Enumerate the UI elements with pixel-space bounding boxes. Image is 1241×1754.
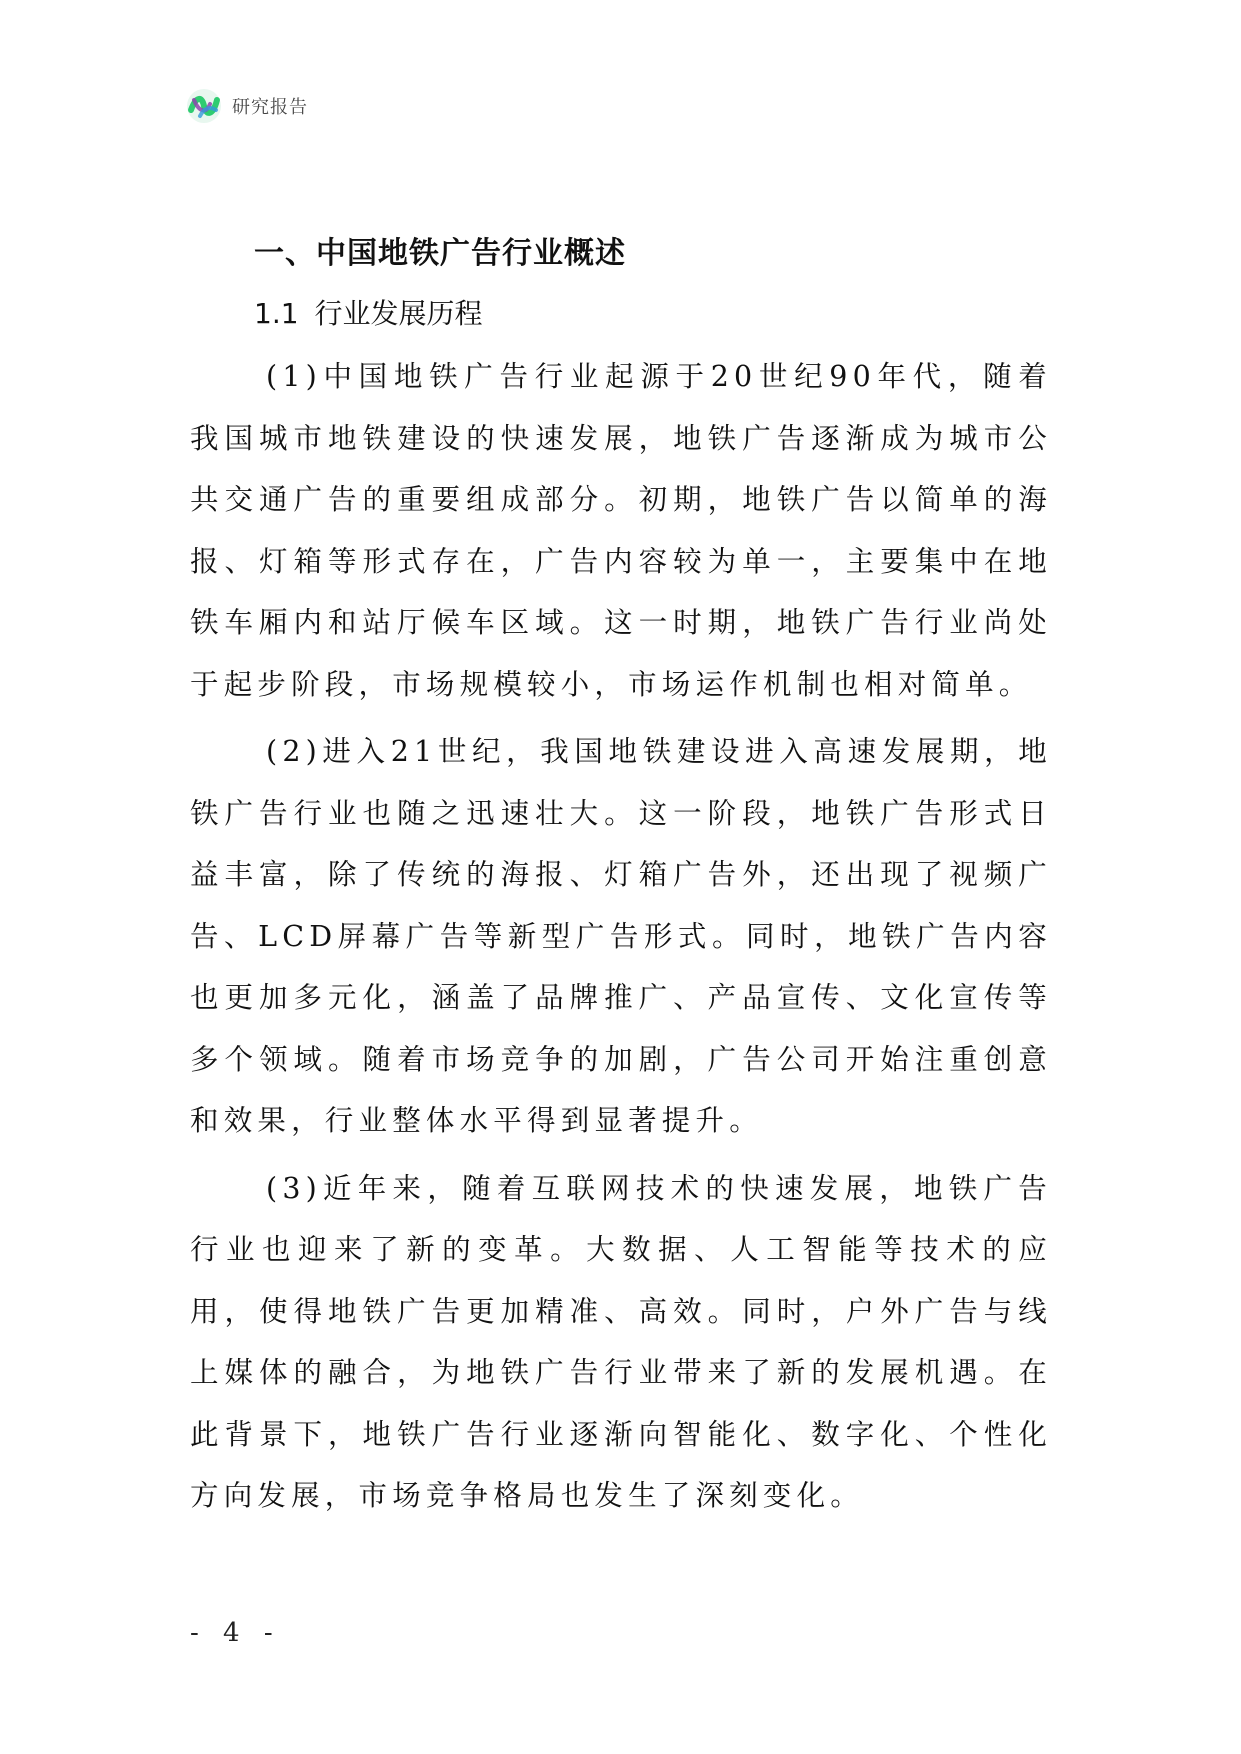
paragraph-2: (2)进入21世纪，我国地铁建设进入高速发展期，地铁广告行业也随之迅速壮大。这一阶段，地铁广告形式日益丰富，除了传统的海报、灯箱广告外，还出现了视频广告、LCD屏幕广告等新型广告形式。同时，地铁广告内容也更加多元化，涵盖了品牌推广、产品宣传、文化宣传等多个领域。随着市场竞争的加剧，广告公司开始注重创意和效果，行业整体水平得到显著提升。 xyxy=(190,735,1052,1137)
subsection-heading xyxy=(254,288,1052,340)
document-body xyxy=(190,226,1052,1527)
paragraph-3: (3)近年来，随着互联网技术的快速发展，地铁广告行业也迎来了新的变革。大数据、人工智能等技术的应用，使得地铁广告更加精准、高效。同时，户外广告与线上媒体的融合，为地铁广告行业带来了新的发展机遇。在此背景下，地铁广告行业逐渐向智能化、数字化、个性化方向发展，市场竞争格局也发生了深刻变化。 xyxy=(190,1171,1052,1512)
subsection-title: 行业发展历程 xyxy=(314,297,483,330)
subsection-number: 1.1 xyxy=(254,297,299,330)
paragraph-1: (1)中国地铁广告行业起源于20世纪90年代，随着我国城市地铁建设的快速发展，地铁广告逐渐成为城市公共交通广告的重要组成部分。初期，地铁广告以简单的海报、灯箱等形式存在，广告内容较为单一，主要集中在地铁车厢内和站厅候车区域。这一时期，地铁广告行业尚处于起步阶段，市场规模较小，市场运作机制也相对简单。 xyxy=(190,360,1052,701)
section-heading: 一、中国地铁广告行业概述 xyxy=(254,236,626,271)
page-number: - 4 - xyxy=(190,1618,281,1648)
page-header xyxy=(186,88,308,124)
header-label: 研究报告 xyxy=(232,97,308,118)
report-logo-icon xyxy=(186,88,222,124)
